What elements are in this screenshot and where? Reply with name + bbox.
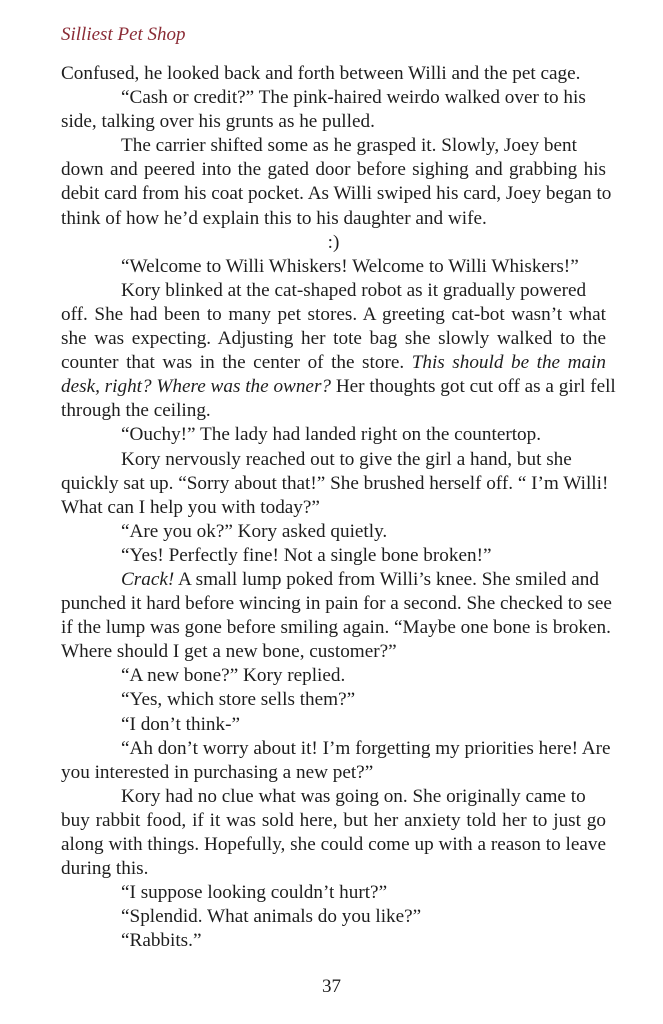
text-run: Kory had no clue what was going on. She originally came to bbox=[121, 785, 586, 807]
text-run: “I don’t think-” bbox=[121, 713, 241, 735]
text-run: Where should I get a new bone, customer?” bbox=[61, 641, 397, 663]
text-line bbox=[61, 713, 606, 737]
text-run: Confused, he looked back and forth between Willi and the pet cage. bbox=[61, 63, 581, 84]
text-line bbox=[61, 62, 606, 86]
text-line bbox=[61, 664, 606, 688]
text-run: Kory nervously reached out to give the girl a hand, but she bbox=[121, 448, 572, 470]
text-run: debit card from his coat pocket. As Willi swiped his card, Joey began to bbox=[61, 183, 612, 205]
page-number: 37 bbox=[322, 976, 341, 997]
text-run: “I suppose looking couldn’t hurt?” bbox=[121, 882, 388, 904]
text-run: down and peered into the gated door before sighing and grabbing his bbox=[61, 159, 606, 181]
text-run: The carrier shifted some as he grasped it. Slowly, Joey bent bbox=[121, 135, 577, 157]
text-line bbox=[61, 375, 616, 399]
text-run: A small lump poked from Willi’s knee. She smiled and bbox=[174, 568, 599, 590]
text-run: she was expecting. Adjusting her tote bag she slowly walked to the bbox=[61, 328, 606, 350]
story-text bbox=[61, 62, 616, 953]
text-line bbox=[61, 688, 606, 712]
text-run: along with things. Hopefully, she could come up with a reason to leave bbox=[61, 834, 606, 855]
text-line bbox=[61, 905, 606, 929]
text-run: if the lump was gone before smiling again. “Maybe one bone is broken. bbox=[61, 617, 611, 639]
text-run: What can I help you with today?” bbox=[61, 496, 320, 518]
text-run: “Welcome to Willi Whiskers! Welcome to Willi Whiskers!” bbox=[121, 255, 579, 277]
text-line bbox=[61, 134, 606, 158]
text-line bbox=[61, 327, 606, 351]
text-line bbox=[61, 568, 606, 592]
text-line bbox=[61, 809, 606, 833]
text-line bbox=[61, 520, 606, 544]
text-run: off. She had been to many pet stores. A greeting cat-bot wasn’t what bbox=[61, 303, 606, 325]
text-run: Her thoughts got cut off as a girl fell bbox=[331, 376, 616, 398]
text-line bbox=[61, 448, 606, 472]
text-line bbox=[61, 496, 606, 520]
text-line bbox=[61, 929, 606, 953]
text-run: “Cash or credit?” The pink-haired weirdo walked over to his bbox=[121, 87, 586, 109]
text-run: “Are you ok?” Kory asked quietly. bbox=[121, 520, 388, 542]
text-run: through the ceiling. bbox=[61, 400, 211, 422]
text-run: “Yes, which store sells them?” bbox=[121, 689, 356, 711]
text-run: side, talking over his grunts as he pulled. bbox=[61, 111, 375, 133]
text-line bbox=[61, 207, 606, 231]
text-run: you interested in purchasing a new pet?” bbox=[61, 761, 374, 783]
text-line bbox=[61, 255, 606, 279]
text-line bbox=[61, 881, 606, 905]
text-run: :) bbox=[327, 231, 340, 253]
text-line bbox=[61, 833, 606, 857]
text-line bbox=[61, 303, 606, 327]
text-run: buy rabbit food, if it was sold here, but her anxiety told her to just go bbox=[61, 809, 606, 831]
text-line bbox=[61, 279, 606, 303]
text-run: “Ouchy!” The lady had landed right on the countertop. bbox=[121, 424, 542, 446]
text-line bbox=[61, 640, 606, 664]
text-line bbox=[61, 182, 612, 206]
text-line bbox=[61, 857, 606, 881]
text-line bbox=[61, 737, 611, 761]
text-line bbox=[61, 616, 611, 640]
running-head: Silliest Pet Shop bbox=[61, 24, 186, 45]
text-run: Kory blinked at the cat-shaped robot as it gradually powered bbox=[121, 279, 587, 301]
text-line bbox=[61, 86, 606, 110]
text-run: think of how he’d explain this to his daughter and wife. bbox=[61, 207, 487, 229]
text-line bbox=[61, 472, 609, 496]
text-run: “Splendid. What animals do you like?” bbox=[121, 906, 422, 928]
text-run: counter that was in the center of the store. bbox=[61, 352, 412, 374]
text-run: during this. bbox=[61, 858, 149, 880]
text-run: “A new bone?” Kory replied. bbox=[121, 665, 346, 687]
text-run: “Ah don’t worry about it! I’m forgetting my priorities here! Are bbox=[121, 737, 611, 759]
text-line bbox=[61, 761, 606, 785]
text-run: punched it hard before wincing in pain for a second. She checked to see bbox=[61, 593, 612, 615]
text-line bbox=[61, 399, 606, 423]
text-line bbox=[61, 544, 606, 568]
italic-text-run: Crack! bbox=[121, 568, 175, 590]
italic-text-run: desk, right? Where was the owner? bbox=[61, 376, 332, 398]
text-run: “Yes! Perfectly fine! Not a single bone broken!” bbox=[121, 544, 492, 566]
text-run: quickly sat up. “Sorry about that!” She brushed herself off. “ I’m Willi! bbox=[61, 472, 609, 494]
text-run: “Rabbits.” bbox=[121, 930, 202, 952]
text-line bbox=[61, 158, 606, 182]
text-line bbox=[61, 231, 606, 255]
text-line bbox=[61, 423, 606, 447]
text-line bbox=[61, 351, 606, 375]
text-line bbox=[61, 785, 606, 809]
text-line bbox=[61, 592, 612, 616]
text-line bbox=[61, 110, 606, 134]
italic-text-run: This should be the main bbox=[411, 352, 606, 374]
